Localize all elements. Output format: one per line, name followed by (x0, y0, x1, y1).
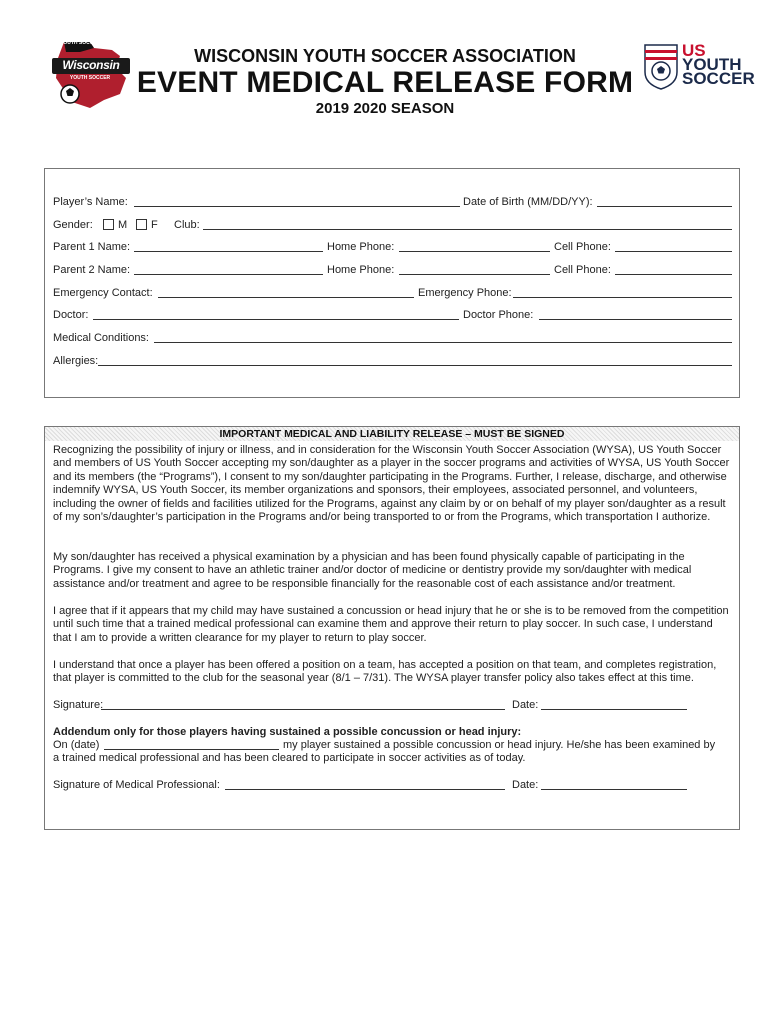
page-title: EVENT MEDICAL RELEASE FORM (136, 66, 634, 99)
org-name: WISCONSIN YOUTH SOCCER ASSOCIATION (194, 46, 576, 66)
wisconsin-logo-sub: YOUTH SOCCER (69, 75, 111, 81)
allergies-label: Allergies: (53, 355, 99, 367)
medical-date-label: Date: (512, 779, 539, 791)
signature-label: Signature: (53, 699, 104, 711)
parent1-home-phone-field[interactable] (399, 251, 550, 252)
season-label: 2019 2020 SEASON (315, 100, 455, 117)
emergency-phone-field[interactable] (513, 297, 732, 298)
doctor-phone-field[interactable] (539, 319, 732, 320)
player-name-field[interactable] (134, 206, 460, 207)
emergency-contact-label: Emergency Contact: (53, 287, 153, 299)
emergency-contact-field[interactable] (158, 297, 414, 298)
addendum-date-field[interactable] (104, 749, 279, 750)
release-paragraph-4: I understand that once a player has been offered a position on a team, has accepted a position on that team, and completes registration, that player is committed to the club for the seasonal year (8/1 – 7/31). The WYSA player transfer policy also takes effect at this time. (53, 659, 717, 685)
addendum-text-1: my player sustained a possible concussion or head injury. He/she has been examined by (283, 739, 716, 751)
allergies-field[interactable] (98, 365, 732, 366)
release-paragraph-3: I agree that if it appears that my child may have sustained a concussion or head injury that he or she is to be removed from the competition until such time that a trained medical professional can examine them and approve their return to play soccer. In such case, I understand that I am to provide a written clearance for my player to return to play soccer. (53, 605, 729, 644)
parent1-label: Parent 1 Name: (53, 241, 131, 253)
doctor-field[interactable] (93, 319, 459, 320)
wisconsin-logo-top: YOUTH SOCCER (60, 40, 101, 46)
gender-m-label: M (118, 219, 128, 231)
gender-label: Gender: (53, 219, 93, 231)
parent2-home-phone-field[interactable] (399, 274, 550, 275)
gender-m-checkbox[interactable] (103, 219, 114, 230)
gender-f-label: F (151, 219, 158, 231)
player-info-section (44, 168, 740, 398)
date-field[interactable] (541, 709, 687, 710)
parent1-cell-phone-field[interactable] (615, 251, 732, 252)
parent2-cell-phone-label: Cell Phone: (554, 264, 611, 276)
wisconsin-logo-word: Wisconsin (62, 58, 120, 72)
club-label: Club: (174, 219, 200, 231)
release-paragraph-2: My son/daughter has received a physical examination by a physician and has been found physically capable of participating in the Programs. I give my consent to have an athletic trainer and/or doctor of medicine or dentistry provide my son/daughter with medical assistance and/or treatment and agree to be responsible financially for the reasonable cost of each assistance and/or treatment. (53, 551, 692, 590)
us-youth-logo-us: US (682, 41, 706, 60)
medical-signature-field[interactable] (225, 789, 505, 790)
parent2-label: Parent 2 Name: (53, 264, 131, 276)
wisconsin-logo (50, 38, 132, 110)
medical-conditions-field[interactable] (154, 342, 732, 343)
club-field[interactable] (203, 229, 732, 230)
parent2-cell-phone-field[interactable] (615, 274, 732, 275)
medical-conditions-label: Medical Conditions: (53, 332, 149, 344)
addendum-text-2: a trained medical professional and has been cleared to participate in soccer activities as of today. (53, 752, 526, 764)
addendum-on-date-label: On (date) (53, 739, 100, 751)
doctor-phone-label: Doctor Phone: (463, 309, 534, 321)
date-label: Date: (512, 699, 539, 711)
player-name-label: Player’s Name: (53, 196, 128, 208)
doctor-label: Doctor: (53, 309, 89, 321)
signature-field[interactable] (101, 709, 505, 710)
dob-field[interactable] (597, 206, 732, 207)
parent1-cell-phone-label: Cell Phone: (554, 241, 611, 253)
us-youth-shield-icon (644, 44, 678, 90)
us-youth-logo-soccer: SOCCER (682, 69, 755, 88)
us-youth-logo-youth: YOUTH (682, 55, 742, 74)
dob-label: Date of Birth (MM/DD/YY): (463, 196, 593, 208)
release-paragraph-1: Recognizing the possibility of injury or illness, and in consideration for the Wisconsin Youth Soccer Association (WYSA), US Youth Soccer and members of US Youth Soccer accepting my son/daughter as a player in the soccer programs and activities of WYSA, US Youth Soccer and its members (the “Programs”), I consent to my son/daughter participating in the Programs. Further, I release, discharge, and otherwise indemnify WYSA, US Youth Soccer, its member organizations and sponsors, their employees, associated personnel, and volunteers, including the owner of fields and facilities utilized for the Programs, against any claim by or on behalf of my player son/daughter as a result of my son’s/daughter’s participation in the Programs and/or being transported to or from the Programs, which transportation I authorize. (53, 444, 730, 524)
parent2-home-phone-label: Home Phone: (327, 264, 395, 276)
medical-date-field[interactable] (541, 789, 687, 790)
medical-signature-label: Signature of Medical Professional: (53, 779, 220, 791)
emergency-phone-label: Emergency Phone: (418, 287, 512, 299)
parent1-home-phone-label: Home Phone: (327, 241, 395, 253)
release-heading: IMPORTANT MEDICAL AND LIABILITY RELEASE – MUST BE SIGNED (45, 427, 739, 441)
parent2-field[interactable] (134, 274, 323, 275)
parent1-field[interactable] (134, 251, 323, 252)
addendum-title: Addendum only for those players having sustained a possible concussion or head injury: (53, 726, 522, 738)
gender-f-checkbox[interactable] (136, 219, 147, 230)
